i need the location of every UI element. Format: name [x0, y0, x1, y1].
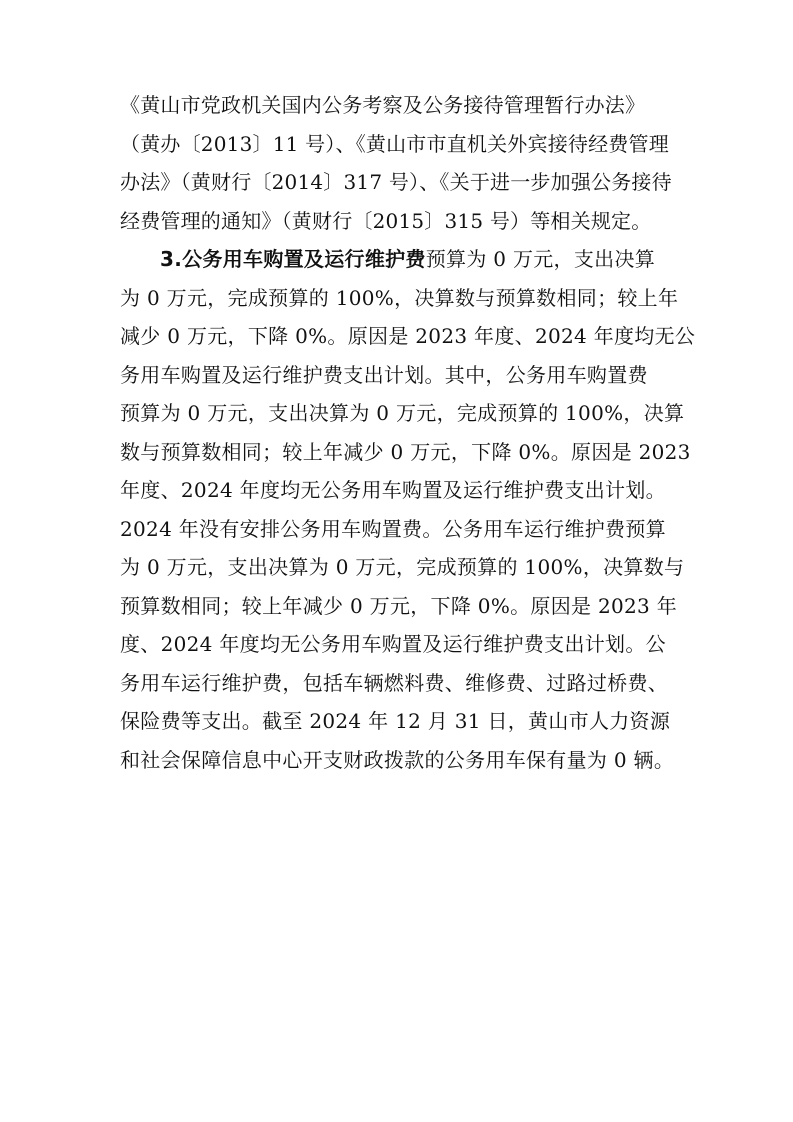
- text-line: 经费管理的通知》（黄财行〔2015〕315 号）等相关规定。: [120, 208, 652, 233]
- text-line-first: [120, 240, 680, 279]
- text-line: 务用车购置及运行维护费支出计划。其中，公务用车购置费: [120, 362, 648, 387]
- text-line: 保险费等支出。截至 2024 年 12 月 31 日，黄山市人力资源: [120, 709, 671, 733]
- paragraph-vehicle-expenses: [120, 240, 696, 779]
- text-line: （黄办〔2013〕11 号）、《黄山市市直机关外宾接待经费管理: [120, 131, 669, 156]
- text-line: 为 0 万元，完成预算的 100%，决算数与预算数相同；较上年: [120, 285, 679, 310]
- text-line: 办法》（黄财行〔2014〕317 号）、《关于进一步加强公务接待: [120, 170, 672, 194]
- text-line: 年度、2024 年度均无公务用车购置及运行维护费支出计划。: [120, 478, 666, 502]
- document-body: [120, 86, 696, 779]
- paragraph-regulations: [120, 86, 680, 240]
- text-line: 2024 年没有安排公务用车购置费。公务用车运行维护费预算: [120, 516, 666, 541]
- text-line: 数与预算数相同；较上年减少 0 万元，下降 0%。原因是 2023: [120, 439, 691, 464]
- section-heading: 3.公务用车购置及运行维护费: [160, 247, 426, 271]
- text-line: 预算数相同；较上年减少 0 万元，下降 0%。原因是 2023 年: [120, 593, 678, 618]
- text-line: 度、2024 年度均无公务用车购置及运行维护费支出计划。公: [120, 632, 666, 656]
- text-line: 预算为 0 万元，支出决算为 0 万元，完成预算的 100%，决算: [120, 401, 685, 425]
- text-line: 《黄山市党政机关国内公务考察及公务接待管理暂行办法》: [120, 93, 646, 117]
- text-line: 和社会保障信息中心开支财政拨款的公务用车保有量为 0 辆。: [120, 747, 675, 772]
- text-line: 减少 0 万元，下降 0%。原因是 2023 年度、2024 年度均无公: [120, 324, 696, 348]
- text-line: 为 0 万元，支出决算为 0 万元，完成预算的 100%，决算数与: [120, 555, 685, 579]
- text-line: 务用车运行维护费，包括车辆燃料费、维修费、过路过桥费、: [120, 670, 669, 695]
- heading-continuation: 预算为 0 万元，支出决算: [425, 247, 656, 271]
